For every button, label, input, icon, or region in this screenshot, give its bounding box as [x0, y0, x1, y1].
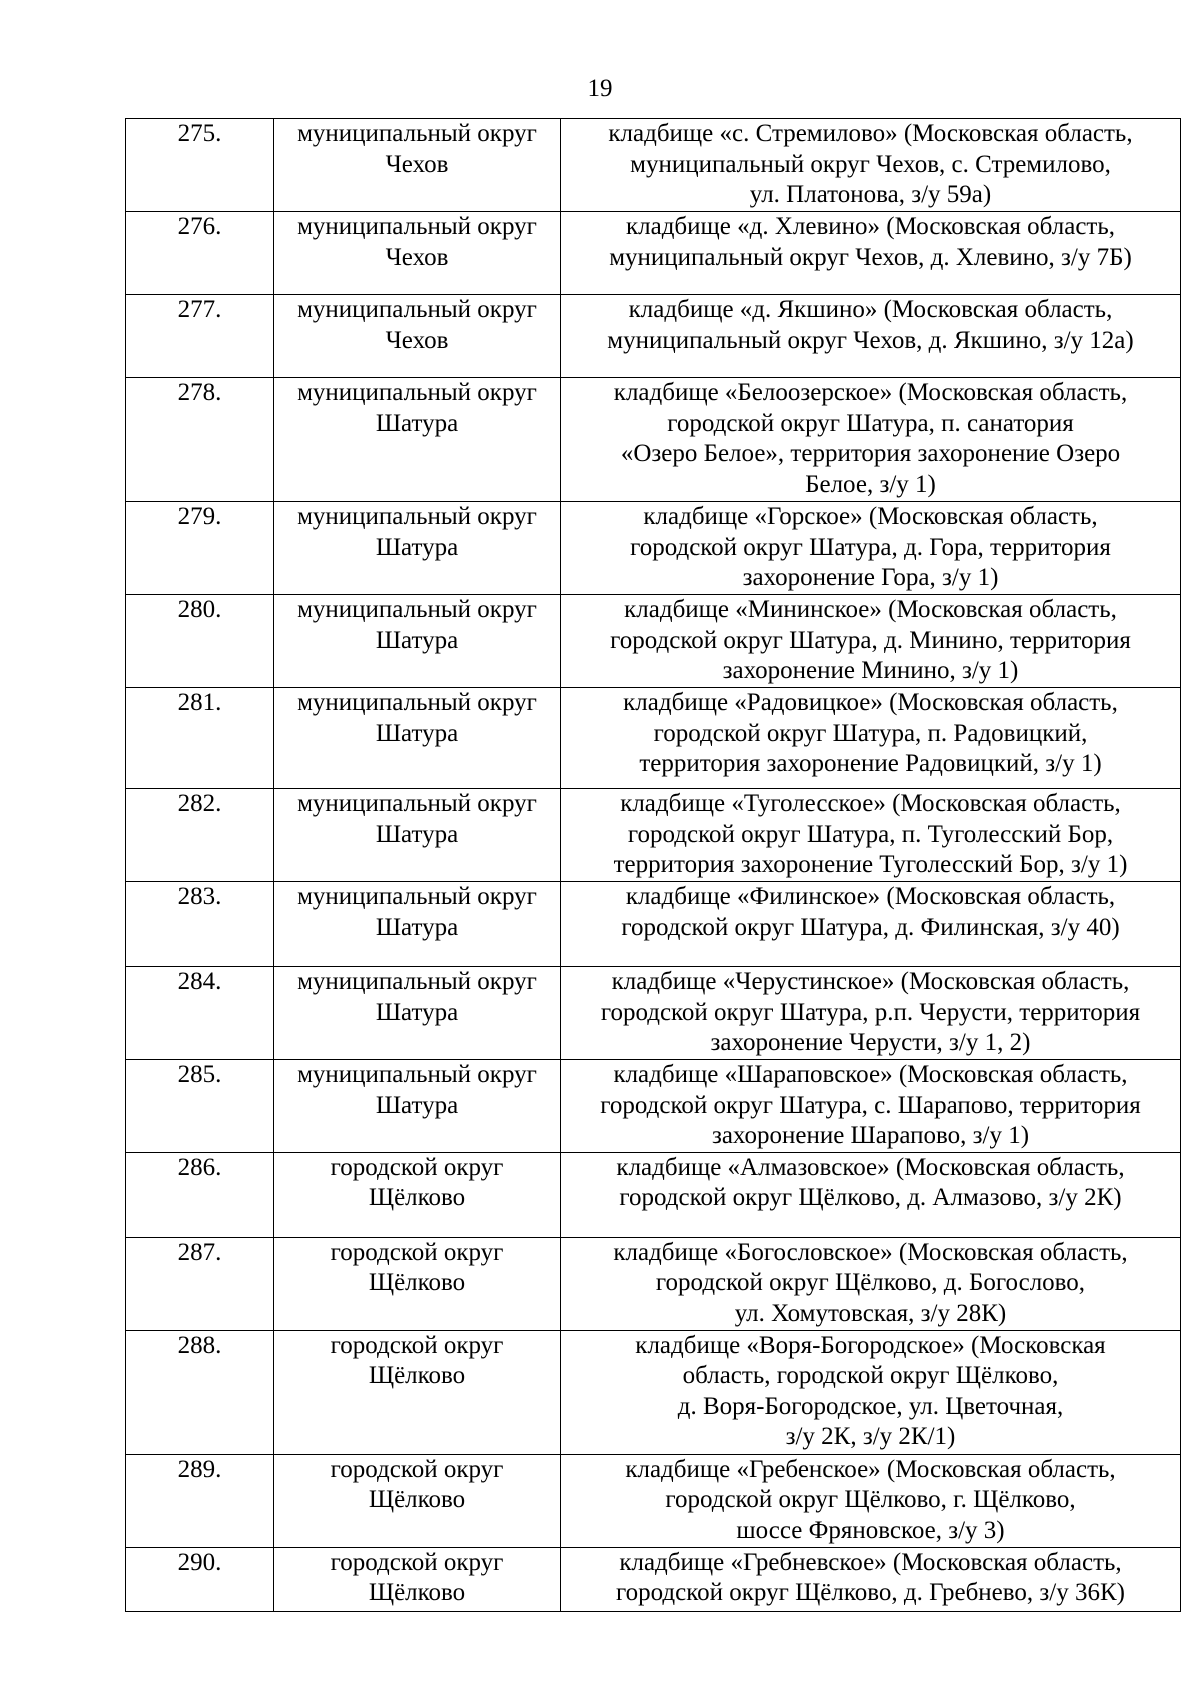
cemetery-line: кладбище «с. Стремилово» (Московская область,	[608, 120, 1133, 147]
cemetery-line: муниципальный округ Чехов, д. Якшино, з/у 12а)	[607, 326, 1134, 354]
cemetery-line: территория захоронение Туголесский Бор, з/у 1)	[613, 851, 1128, 878]
cemetery-line: захоронение Гора, з/у 1)	[742, 564, 999, 591]
cemetery-line: кладбище «Филинское» (Московская область,	[625, 883, 1116, 910]
district-line: муниципальный округ	[297, 120, 537, 147]
cemetery-line: городской округ Шатура, р.п. Черусти, территория	[600, 998, 1141, 1026]
district-cell	[274, 212, 561, 295]
cemetery-line: ул. Платонова, з/у 59а)	[749, 181, 992, 208]
cemetery-line: кладбище «Гребенское» (Московская область,	[625, 1455, 1116, 1483]
district-cell	[274, 789, 561, 882]
district-line: Шатура	[375, 998, 459, 1026]
district-cell	[274, 1152, 561, 1237]
cemetery-cell	[561, 1237, 1181, 1330]
district-cell	[274, 1237, 561, 1330]
district-cell	[274, 1330, 561, 1454]
cemetery-cell	[561, 378, 1181, 502]
cemetery-line: кладбище «д. Якшино» (Московская область,	[628, 296, 1113, 323]
district-line: Шатура	[375, 1091, 459, 1119]
district-line: Щёлково	[368, 1486, 466, 1513]
row-number: 276.	[126, 212, 274, 295]
table-row	[126, 212, 1181, 295]
table-row	[126, 1152, 1181, 1237]
cemetery-line: захоронение Шарапово, з/у 1)	[711, 1122, 1030, 1149]
cemetery-line: кладбище «Радовицкое» (Московская область,	[623, 689, 1118, 716]
cemetery-line: кладбище «Шараповское» (Московская область,	[613, 1061, 1128, 1088]
row-number: 290.	[126, 1547, 274, 1611]
district-line: Шатура	[375, 409, 459, 437]
cemetery-line: кладбище «Богословское» (Московская область,	[613, 1238, 1128, 1266]
cemetery-line: захоронение Минино, з/у 1)	[722, 657, 1019, 684]
cemetery-line: городской округ Щёлково, д. Алмазово, з/у 2К)	[619, 1184, 1122, 1211]
table-row	[126, 1454, 1181, 1547]
cemetery-line: городской округ Шатура, с. Шарапово, территория	[600, 1091, 1141, 1119]
district-cell	[274, 295, 561, 378]
cemetery-line: городской округ Шатура, д. Филинская, з/у 40)	[621, 913, 1120, 941]
district-line: муниципальный округ	[297, 968, 537, 995]
cemetery-cell	[561, 595, 1181, 688]
table-row	[126, 1547, 1181, 1611]
row-number: 282.	[126, 789, 274, 882]
cemetery-line: Белое, з/у 1)	[805, 470, 936, 498]
cemetery-line: область, городской округ Щёлково,	[682, 1362, 1059, 1389]
district-line: муниципальный округ	[297, 883, 537, 910]
table-body	[126, 119, 1181, 1612]
cemetery-registry-table	[125, 118, 1181, 1612]
row-number: 285.	[126, 1060, 274, 1153]
table-row	[126, 688, 1181, 789]
cemetery-cell	[561, 882, 1181, 967]
district-line: муниципальный округ	[297, 296, 537, 323]
cemetery-line: кладбище «Белоозерское» (Московская область,	[613, 379, 1128, 406]
district-line: муниципальный округ	[297, 790, 537, 817]
district-line: Шатура	[375, 719, 459, 747]
cemetery-cell	[561, 212, 1181, 295]
table-row	[126, 378, 1181, 502]
district-line: Щёлково	[368, 1184, 466, 1211]
district-line: муниципальный округ	[297, 689, 537, 716]
district-line: Шатура	[375, 626, 459, 654]
district-line: Щёлково	[368, 1579, 466, 1606]
table-row	[126, 595, 1181, 688]
cemetery-line: кладбище «Черустинское» (Московская область,	[611, 968, 1130, 995]
district-line: Чехов	[385, 326, 449, 354]
district-line: городской округ	[330, 1548, 504, 1576]
row-number: 281.	[126, 688, 274, 789]
district-cell	[274, 378, 561, 502]
row-number: 286.	[126, 1152, 274, 1237]
district-cell	[274, 882, 561, 967]
cemetery-line: д. Воря-Богородское, ул. Цветочная,	[677, 1392, 1064, 1420]
cemetery-line: кладбище «Гребневское» (Московская область,	[619, 1548, 1122, 1576]
page-number: 19	[587, 75, 613, 102]
cemetery-line: кладбище «д. Хлевино» (Московская область,	[625, 213, 1116, 240]
cemetery-line: ул. Хомутовская, з/у 28К)	[734, 1299, 1007, 1327]
cemetery-line: городской округ Шатура, д. Минино, территория	[610, 626, 1131, 654]
cemetery-cell	[561, 1060, 1181, 1153]
district-line: Чехов	[385, 243, 449, 271]
row-number: 275.	[126, 119, 274, 212]
row-number: 289.	[126, 1454, 274, 1547]
table-row	[126, 502, 1181, 595]
cemetery-cell	[561, 1454, 1181, 1547]
cemetery-line: кладбище «Мининское» (Московская область,	[624, 596, 1117, 623]
district-line: Щёлково	[368, 1362, 466, 1389]
cemetery-line: з/у 2К, з/у 2К/1)	[785, 1423, 956, 1450]
table-row	[126, 967, 1181, 1060]
table-row	[126, 119, 1181, 212]
cemetery-line: городской округ Щёлково, д. Богослово,	[655, 1269, 1086, 1296]
cemetery-line: территория захоронение Радовицкий, з/у 1)	[639, 750, 1102, 777]
cemetery-line: городской округ Щёлково, г. Щёлково,	[665, 1486, 1076, 1513]
table-row	[126, 1060, 1181, 1153]
district-line: Шатура	[375, 913, 459, 941]
cemetery-line: городской округ Шатура, п. Туголесский Бор,	[627, 820, 1114, 848]
cemetery-line: кладбище «Туголесское» (Московская область,	[620, 790, 1121, 817]
row-number: 277.	[126, 295, 274, 378]
cemetery-cell	[561, 688, 1181, 789]
cemetery-cell	[561, 1547, 1181, 1611]
district-line: муниципальный округ	[297, 596, 537, 623]
cemetery-cell	[561, 789, 1181, 882]
row-number: 284.	[126, 967, 274, 1060]
cemetery-cell	[561, 1330, 1181, 1454]
cemetery-line: кладбище «Воря-Богородское» (Московская	[635, 1331, 1106, 1359]
district-line: Щёлково	[368, 1269, 466, 1296]
district-cell	[274, 502, 561, 595]
district-line: Шатура	[375, 820, 459, 848]
cemetery-cell	[561, 1152, 1181, 1237]
cemetery-line: городской округ Шатура, п. Радовицкий,	[653, 719, 1088, 747]
district-line: Чехов	[385, 150, 449, 178]
district-cell	[274, 119, 561, 212]
district-line: Шатура	[375, 533, 459, 561]
district-cell	[274, 1060, 561, 1153]
table-row	[126, 1237, 1181, 1330]
district-cell	[274, 1454, 561, 1547]
district-line: муниципальный округ	[297, 379, 537, 406]
district-cell	[274, 1547, 561, 1611]
cemetery-line: кладбище «Горское» (Московская область,	[643, 503, 1098, 530]
cemetery-line: городской округ Шатура, п. санатория	[667, 409, 1074, 437]
district-line: муниципальный округ	[297, 213, 537, 240]
row-number: 288.	[126, 1330, 274, 1454]
table-row	[126, 295, 1181, 378]
cemetery-line: кладбище «Алмазовское» (Московская область,	[616, 1153, 1125, 1181]
district-line: городской округ	[330, 1455, 504, 1483]
row-number: 283.	[126, 882, 274, 967]
cemetery-line: муниципальный округ Чехов, д. Хлевино, з/у 7Б)	[609, 243, 1132, 271]
cemetery-line: городской округ Шатура, д. Гора, территория	[630, 533, 1111, 561]
table-row	[126, 882, 1181, 967]
district-line: муниципальный округ	[297, 503, 537, 530]
cemetery-cell	[561, 295, 1181, 378]
district-cell	[274, 595, 561, 688]
table-row	[126, 789, 1181, 882]
cemetery-line: захоронение Черусти, з/у 1, 2)	[710, 1029, 1031, 1056]
district-line: городской округ	[330, 1238, 504, 1266]
cemetery-line: муниципальный округ Чехов, с. Стремилово,	[630, 150, 1111, 178]
cemetery-line: шоссе Фряновское, з/у 3)	[736, 1516, 1005, 1544]
district-cell	[274, 967, 561, 1060]
cemetery-cell	[561, 119, 1181, 212]
cemetery-line: «Озеро Белое», территория захоронение Озеро	[620, 440, 1121, 467]
cemetery-line: городской округ Щёлково, д. Гребнево, з/у 36К)	[616, 1579, 1125, 1606]
district-line: городской округ	[330, 1153, 504, 1181]
row-number: 287.	[126, 1237, 274, 1330]
row-number: 280.	[126, 595, 274, 688]
cemetery-cell	[561, 502, 1181, 595]
row-number: 279.	[126, 502, 274, 595]
district-line: муниципальный округ	[297, 1061, 537, 1088]
district-line: городской округ	[330, 1331, 504, 1359]
cemetery-cell	[561, 967, 1181, 1060]
row-number: 278.	[126, 378, 274, 502]
district-cell	[274, 688, 561, 789]
table-row	[126, 1330, 1181, 1454]
